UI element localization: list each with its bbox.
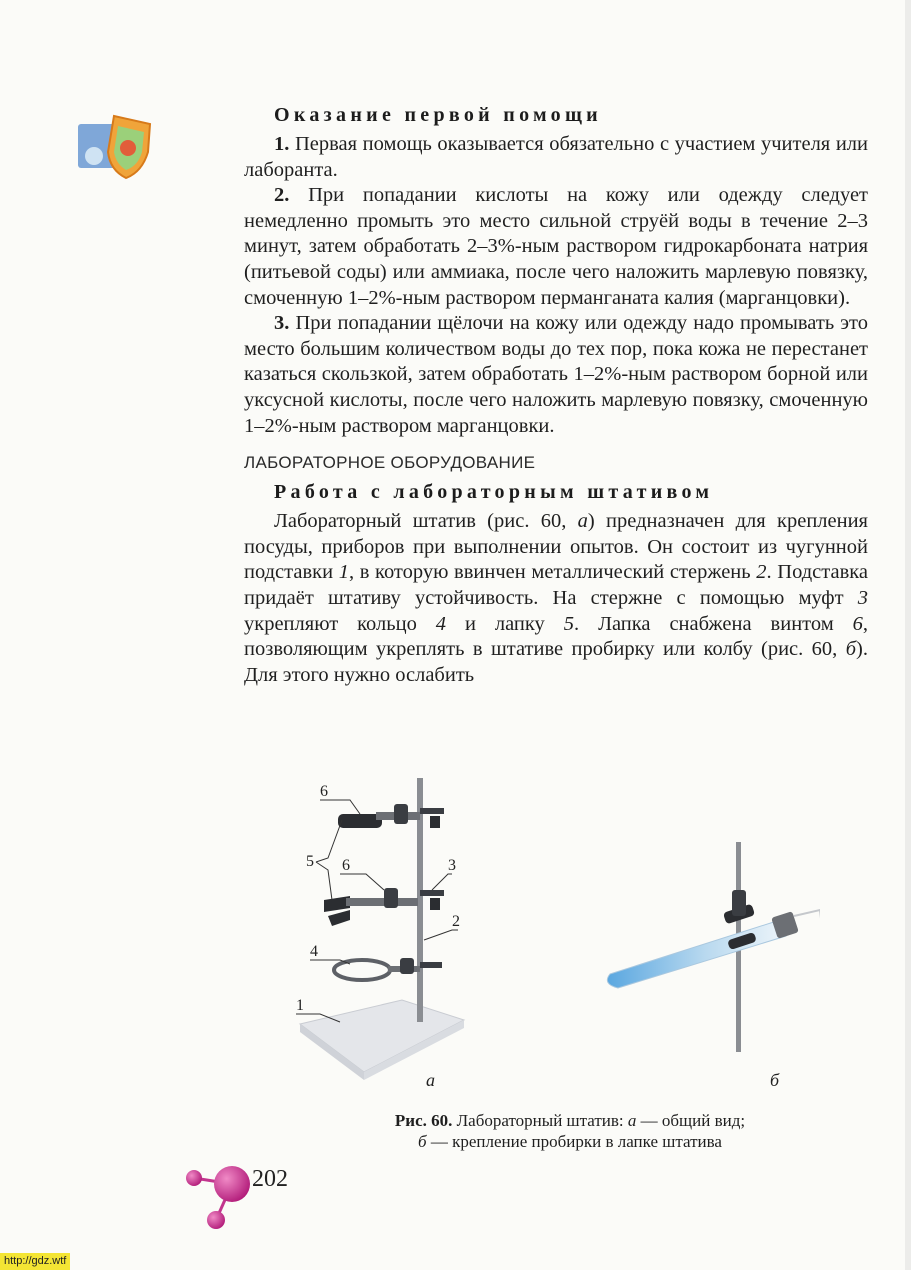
figure-caption: Рис. 60. Лабораторный штатив: а — общий вид; б — крепление пробирки в лапке штатива — [394, 1111, 746, 1151]
section-label: ЛАБОРАТОРНОЕ ОБОРУДОВАНИЕ — [244, 453, 536, 473]
test-tube — [607, 910, 820, 988]
subfigure-label-b: б — [770, 1070, 780, 1090]
watermark-link[interactable]: http://gdz.wtf — [0, 1253, 70, 1270]
lab-stand-figure — [280, 770, 820, 1110]
label-3: 3 — [448, 857, 456, 874]
first-aid-heading: Оказание первой помощи — [274, 104, 602, 126]
label-1: 1 — [296, 997, 304, 1014]
label-5: 5 — [306, 853, 314, 870]
page-edge — [905, 0, 911, 1270]
ring-clamp — [334, 958, 442, 980]
clamp-middle — [324, 888, 444, 926]
first-aid-paragraph-2: 2. При попадании кислоты на кожу или одежду следует немедленно промыть это место сильной струёй воды в течение 2–3 минут, затем обработать 2–3%-ным раствором гидрокарбоната натрия (питьевой соды) или аммиака, после чего наложить марлевую повязку, смоченную 1–2%-ным раствором перманганата калия (марганцовки). — [244, 184, 868, 309]
lab-stand-paragraph: Лабораторный штатив (рис. 60, а) предназначен для крепления посуды, приборов при выполнении опытов. Он состоит из чугунной подставки 1, в которую ввинчен металлический стержень 2. Подставка придаёт штативу устойчивость. На стержне с помощью муфт 3 укрепляют кольцо 4 и лапку 5. Лапка снабжена винтом 6, позволяющим укреплять в штативе пробирку или колбу (рис. 60, б). Для этого нужно ослабить — [244, 510, 869, 686]
page-content — [244, 100, 868, 688]
label-6-middle: 6 — [342, 857, 350, 874]
first-aid-paragraph-3: 3. При попадании щёлочи на кожу или одежду надо промывать это место большим количеством воды до тех пор, пока кожа не перестанет казаться скользкой, затем обработать 1–2%-ным раствором борной или уксусной кислоты, после чего наложить марлевую повязку, смоченную 1–2%-ным раствором марганцовки. — [244, 312, 868, 437]
label-2: 2 — [452, 913, 460, 930]
label-4: 4 — [310, 943, 318, 960]
shield-icon — [76, 112, 160, 182]
molecule-icon — [180, 1150, 260, 1234]
subfigure-label-a: а — [426, 1070, 435, 1090]
label-6-top: 6 — [320, 783, 328, 800]
lab-stand-heading: Работа с лабораторным штативом — [274, 481, 714, 504]
clamp-top — [338, 804, 444, 828]
first-aid-paragraph-1: 1. Первая помощь оказывается обязательно с участием учителя или лаборанта. — [244, 133, 868, 181]
page-number: 202 — [252, 1166, 288, 1192]
